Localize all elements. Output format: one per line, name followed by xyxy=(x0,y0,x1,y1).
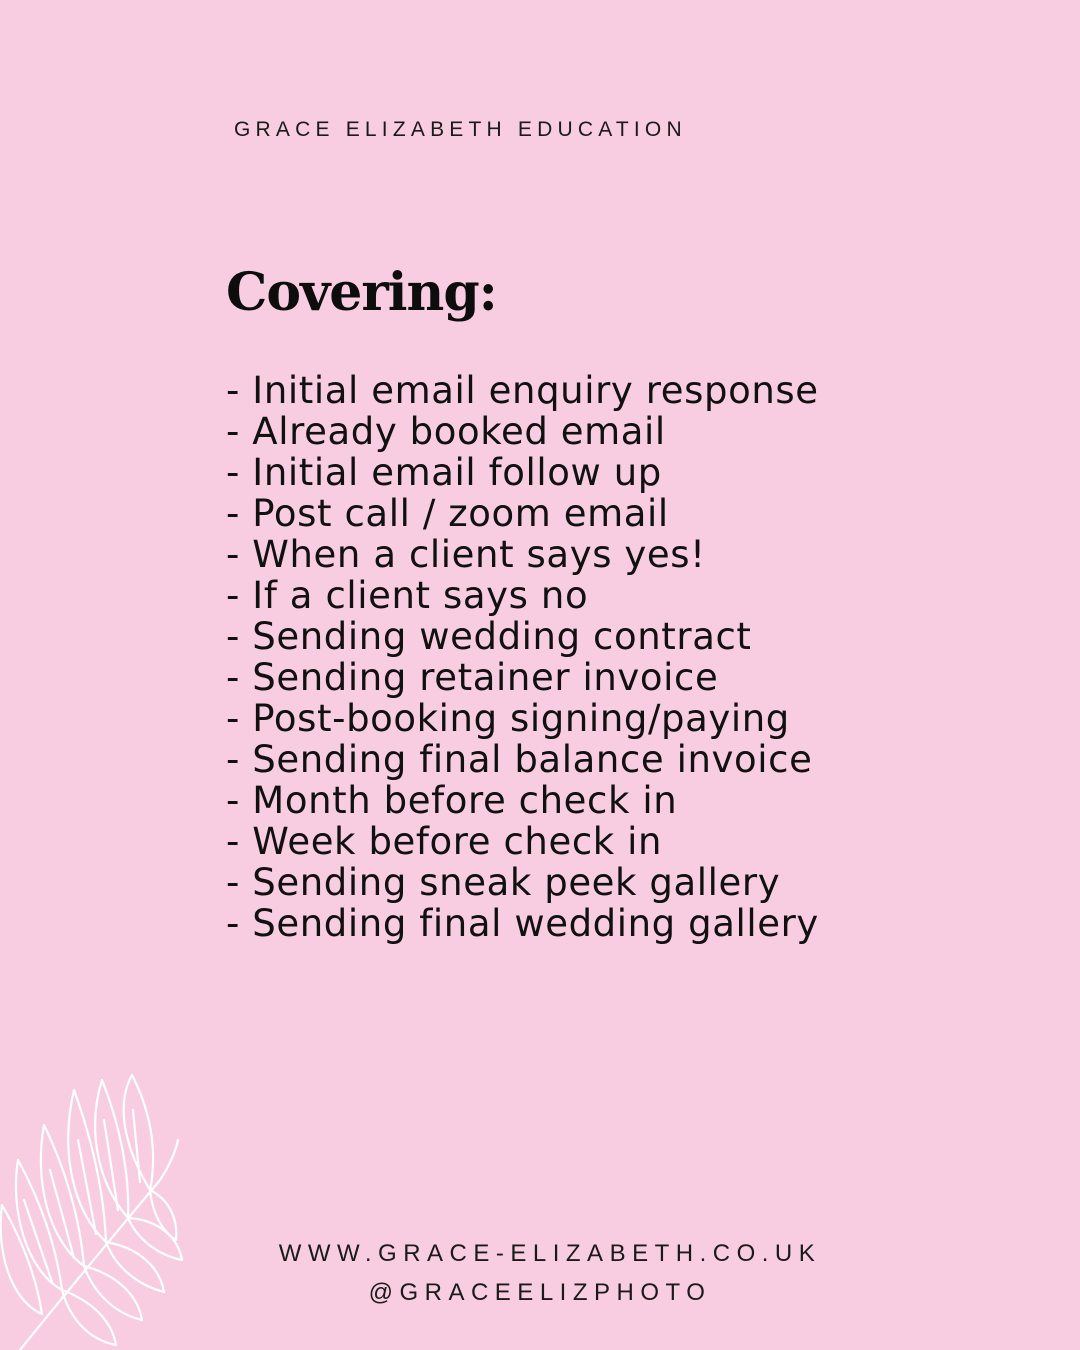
list-item: - Sending sneak peek gallery xyxy=(226,861,781,904)
list-item: - Month before check in xyxy=(226,779,678,822)
list-item: - Post-booking signing/paying xyxy=(226,697,790,740)
leaf-outline-icon xyxy=(0,1070,190,1350)
social-handle[interactable]: @GRACEELIZPHOTO xyxy=(368,1279,712,1306)
list-item: - If a client says no xyxy=(226,574,589,617)
website-url[interactable]: WWW.GRACE-ELIZABETH.CO.UK xyxy=(278,1240,822,1267)
covering-heading: Covering: xyxy=(226,262,497,323)
list-item: - Sending wedding contract xyxy=(226,615,752,658)
list-item: - Sending retainer invoice xyxy=(226,656,719,699)
topics-list xyxy=(226,370,819,944)
list-item: - Week before check in xyxy=(226,820,663,863)
brand-header: GRACE ELIZABETH EDUCATION xyxy=(234,118,687,141)
list-item: - Already booked email xyxy=(226,410,666,453)
list-item: - Initial email enquiry response xyxy=(226,369,819,412)
list-item: - Initial email follow up xyxy=(226,451,662,494)
list-item: - Post call / zoom email xyxy=(226,492,669,535)
list-item: - Sending final balance invoice xyxy=(226,738,813,781)
list-item: - When a client says yes! xyxy=(226,533,706,576)
list-item: - Sending final wedding gallery xyxy=(226,902,819,945)
